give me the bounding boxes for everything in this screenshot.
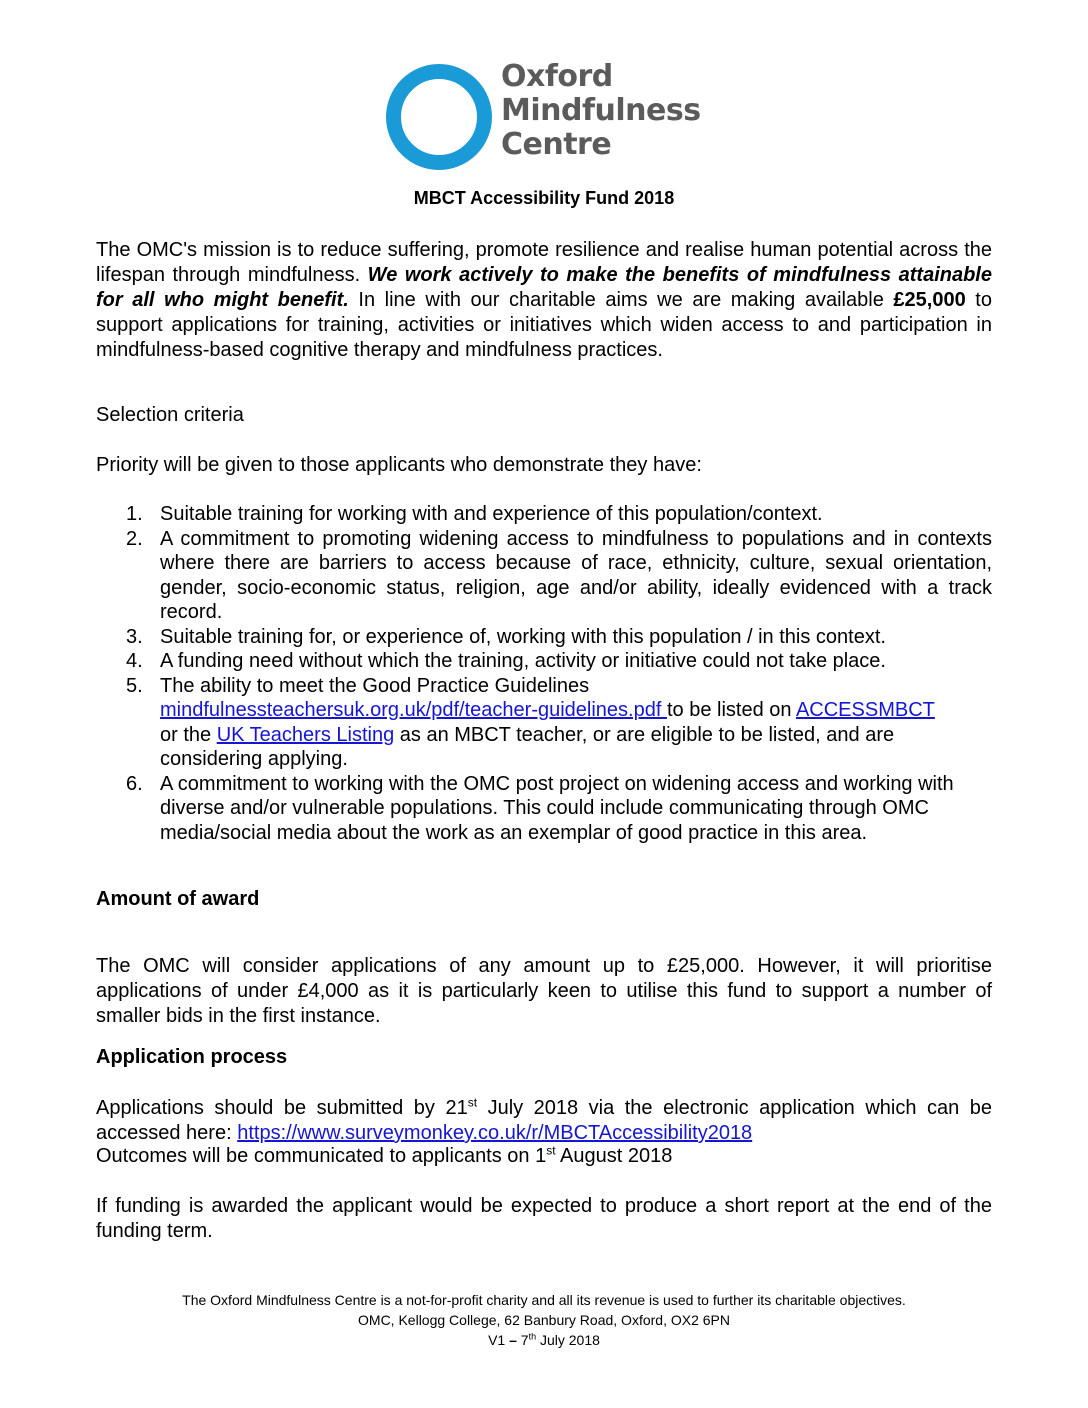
footer-line-1: The Oxford Mindfulness Centre is a not-for-profit charity and all its revenue is used to further its charitable objectives. bbox=[182, 1292, 906, 1308]
item-text: as an MBCT teacher, or are eligible to be listed, and are considering applying. bbox=[160, 723, 895, 770]
footer bbox=[0, 1290, 1088, 1350]
ordinal-suffix: st bbox=[546, 1143, 556, 1158]
logo-ring-icon bbox=[386, 64, 492, 170]
oxford-mindfulness-centre-logo bbox=[386, 60, 716, 166]
logo-wordmark bbox=[501, 60, 701, 162]
intro-emphasis: We work actively to make the benefits of mindfulness attainable for all who might benefit. bbox=[96, 264, 992, 311]
item-text: Suitable training for, or experience of, working with this population / in this context. bbox=[160, 625, 886, 648]
selection-criteria-label: Selection criteria bbox=[96, 404, 244, 426]
item-number: 6. bbox=[126, 772, 143, 795]
version-text: July 2018 bbox=[536, 1332, 600, 1348]
item-text: A funding need without which the training, activity or initiative could not take place. bbox=[160, 650, 886, 672]
guidelines-link[interactable]: mindfulnessteachersuk.org.uk/pdf/teacher-guidelines.pdf bbox=[160, 699, 667, 721]
item-number: 3. bbox=[126, 625, 143, 648]
award-heading: Amount of award bbox=[96, 888, 260, 910]
document-title: MBCT Accessibility Fund 2018 bbox=[413, 188, 675, 208]
item-number: 2. bbox=[126, 527, 143, 550]
list-item bbox=[96, 649, 992, 674]
report-paragraph: If funding is awarded the applicant would be expected to produce a short report at the end of the funding term. bbox=[96, 1195, 992, 1242]
intro-text-2: In line with our charitable aims we are making available bbox=[348, 289, 894, 311]
item-text: or the bbox=[160, 723, 217, 746]
priority-text: Priority will be given to those applicants who demonstrate they have: bbox=[96, 454, 702, 476]
footer-version bbox=[0, 1330, 1088, 1350]
item-number: 5. bbox=[126, 674, 143, 697]
version-text: 7 bbox=[516, 1332, 529, 1348]
intro-text-3: to support applications for training, activities or initiatives which widen access to and participation in mindfulness-based cognitive therapy and mindfulness practices. bbox=[96, 289, 992, 361]
award-paragraph: The OMC will consider applications of any amount up to £25,000. However, it will prioritise applications of under £4,000 as it is particularly keen to utilise this fund to support a number of smaller bids in the first instance. bbox=[96, 955, 992, 1027]
accessmbct-link[interactable]: ACCESSMBCT bbox=[795, 699, 935, 721]
list-item bbox=[96, 772, 992, 846]
logo-line-3: Centre bbox=[501, 127, 612, 162]
item-text: Suitable training for working with and experience of this population/context. bbox=[160, 503, 823, 525]
version-dash: – bbox=[509, 1332, 517, 1348]
outcomes-text: Outcomes will be communicated to applicants on 1 bbox=[96, 1145, 547, 1167]
item-text: A commitment to working with the OMC post project on widening access and working with diverse and/or vulnerable populations. This could include communicating through OMC media/social media about the work as an exemplar of good practice in this area. bbox=[160, 772, 954, 844]
outcomes-text: August 2018 bbox=[555, 1145, 673, 1167]
list-item bbox=[96, 625, 992, 650]
list-item bbox=[96, 502, 992, 527]
item-number: 1. bbox=[126, 503, 143, 525]
process-paragraph bbox=[96, 1096, 992, 1146]
fund-amount: £25,000 bbox=[893, 289, 966, 311]
intro-paragraph bbox=[96, 238, 992, 363]
intro-text-1: The OMC's mission is to reduce suffering, promote resilience and realise human potential across the lifespan through mindfulness. bbox=[96, 239, 992, 286]
outcomes-line bbox=[96, 1145, 672, 1168]
logo-line-1: Oxford bbox=[501, 59, 613, 94]
footer-line-2: OMC, Kellogg College, 62 Banbury Road, Oxford, OX2 6PN bbox=[358, 1312, 730, 1328]
surveymonkey-link[interactable]: https://www.surveymonkey.co.uk/r/MBCTAccessibility2018 bbox=[237, 1122, 753, 1144]
process-heading: Application process bbox=[96, 1046, 288, 1068]
criteria-list bbox=[96, 502, 992, 845]
uk-teachers-listing-link[interactable]: UK Teachers Listing bbox=[216, 723, 395, 746]
logo-line-2: Mindfulness bbox=[501, 93, 701, 128]
item-number: 4. bbox=[126, 650, 143, 672]
item-text: A commitment to promoting widening access to mindfulness to populations and in contexts where there are barriers to access because of race, ethnicity, culture, sexual orientation, gender, socio-economic status, religion, age and/or ability, ideally evidenced with a track record. bbox=[160, 527, 992, 623]
list-item bbox=[96, 527, 992, 625]
process-text: July 2018 via the electronic application which can be accessed here: bbox=[96, 1097, 992, 1144]
item-text: to be listed on bbox=[666, 699, 796, 721]
list-item bbox=[96, 674, 992, 772]
ordinal-suffix: st bbox=[467, 1095, 478, 1110]
process-text: Applications should be submitted by 21 bbox=[96, 1097, 468, 1119]
ordinal-suffix: th bbox=[528, 1331, 537, 1342]
version-text: V1 bbox=[488, 1332, 510, 1348]
item-text-line: The ability to meet the Good Practice Guidelines bbox=[160, 674, 590, 697]
